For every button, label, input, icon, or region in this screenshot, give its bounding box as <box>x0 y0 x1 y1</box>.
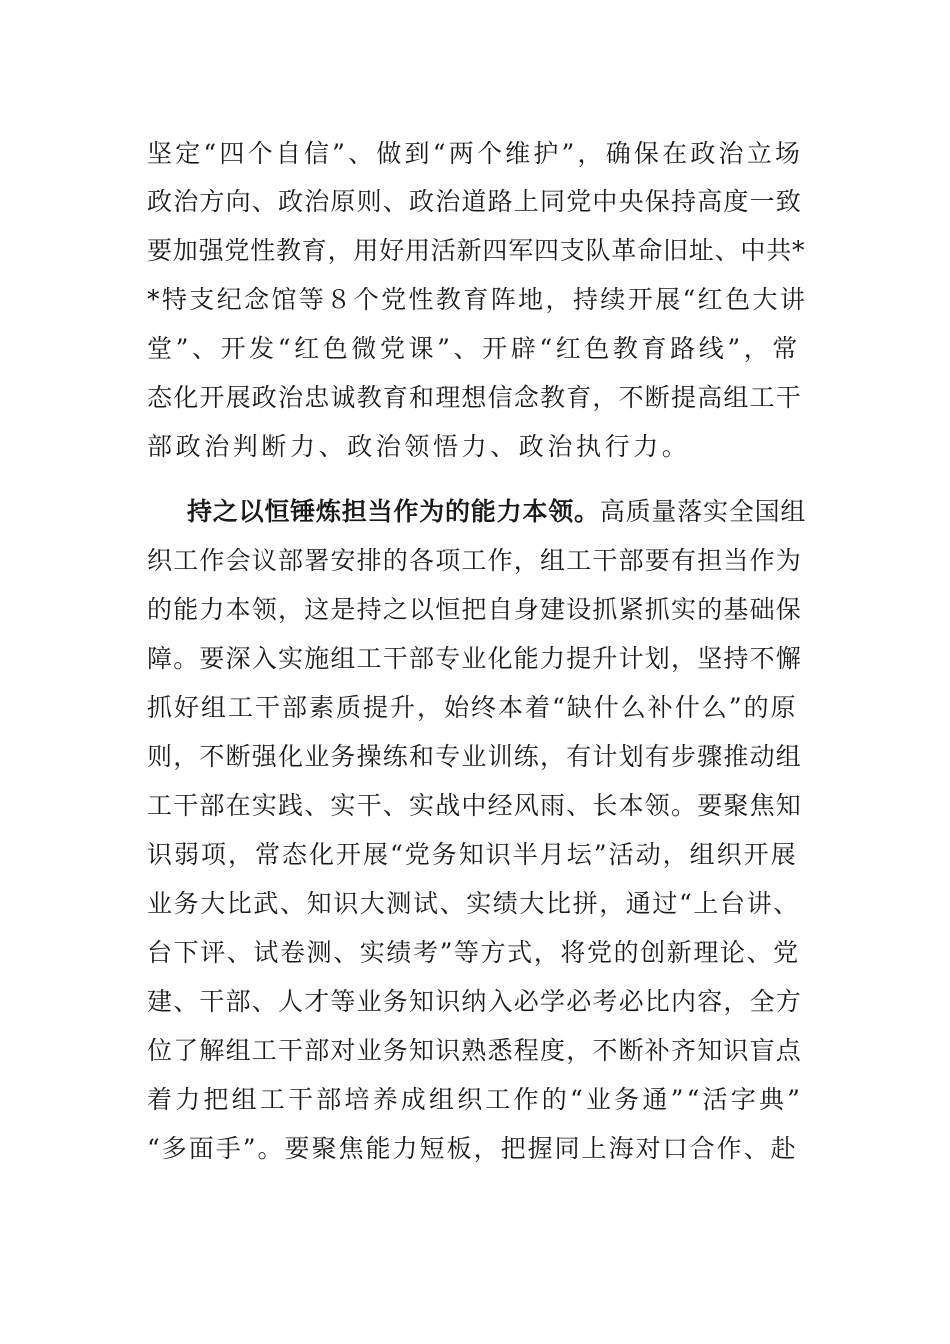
paragraph-2-line-7: 工干部在实践、实干、实战中经风雨、长本领。要聚焦知 <box>147 791 803 820</box>
paragraph-2-heading: 持之以恒锤炼担当作为的能力本领。 <box>187 497 600 526</box>
paragraph-1-line-3: 要加强党性教育，用好用活新四军四支队革命旧址、中共* <box>147 236 806 265</box>
paragraph-2-line-13: 着力把组工干部培养成组织工作的“业务通”“活字典” <box>147 1085 804 1114</box>
paragraph-2-line-14: “多面手”。要聚焦能力短板，把握同上海对口合作、赴 <box>147 1134 798 1163</box>
paragraph-2-line-10: 台下评、试卷测、实绩考”等方式，将党的创新理论、党 <box>147 938 800 967</box>
paragraph-1-line-2: 政治方向、政治原则、政治道路上同党中央保持高度一致 <box>147 187 803 216</box>
paragraph-1-line-1: 坚定“四个自信”、做到“两个维护”，确保在政治立场 <box>147 139 804 168</box>
paragraph-2-line-3: 的能力本领，这是持之以恒把自身建设抓紧抓实的基础保 <box>147 595 803 624</box>
paragraph-2-line-12: 位了解组工干部对业务知识熟悉程度，不断补齐知识盲点 <box>147 1036 803 1065</box>
paragraph-1-line-5: 堂”、开发“红色微党课”、开辟“红色教育路线”，常 <box>147 334 801 363</box>
paragraph-2-line-9: 业务大比武、知识大测试、实绩大比拼，通过“上台讲、 <box>147 889 800 918</box>
paragraph-2-first-line-text: 高质量落实全国组 <box>599 497 807 526</box>
paragraph-1-line-6: 态化开展政治忠诚教育和理想信念教育，不断提高组工干 <box>147 383 803 412</box>
paragraph-2-line-2: 织工作会议部署安排的各项工作，组工干部要有担当作为 <box>147 546 803 575</box>
paragraph-1-line-7: 部政治判断力、政治领悟力、政治执行力。 <box>147 432 691 461</box>
paragraph-2-line-4: 障。要深入实施组工干部专业化能力提升计划，坚持不懈 <box>147 644 803 673</box>
paragraph-2-line-8: 识弱项，常态化开展“党务知识半月坛”活动，组织开展 <box>147 840 798 869</box>
paragraph-2-line-5: 抓好组工干部素质提升，始终本着“缺什么补什么”的原 <box>147 693 798 722</box>
paragraph-2-line-6: 则，不断强化业务操练和专业训练，有计划有步骤推动组 <box>147 742 803 771</box>
paragraph-1-line-4: *特支纪念馆等８个党性教育阵地，持续开展“红色大讲 <box>147 285 808 314</box>
paragraph-2-line-1 <box>187 494 807 530</box>
paragraph-2-line-11: 建、干部、人才等业务知识纳入必学必考必比内容，全方 <box>147 987 803 1016</box>
